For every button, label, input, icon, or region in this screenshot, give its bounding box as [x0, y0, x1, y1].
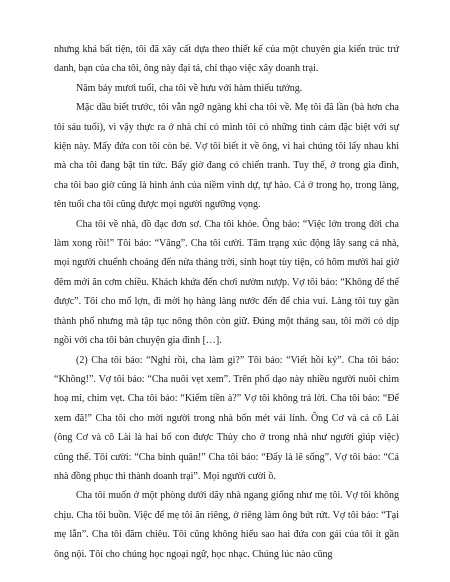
- paragraph-5: (2) Cha tôi bảo: “Nghỉ rồi, cha làm gì?” Tôi bảo: “Viết hồi ký”. Cha tôi bảo: “Không!”. Vợ tôi bảo: “Cha nuôi vẹt xem”. Trên phố dạo này nhiều người nuôi chim hoạ mi, chim vẹt. Cha tôi bảo: “Kiếm tiền à?” Vợ tôi không trả lời. Cha tôi bảo: “Để xem đã!” Cha tôi cho mời người trong nhà bốn mét vải lính. Ông Cơ và cả cô Lài (ông Cơ và cô Lài là hai bố con được Thủy cho ở trong nhà như người giúp việc) cũng thế. Tôi cười: “Cha binh quân!” Cha tôi bảo: “Đấy là lẽ sống”. Vợ tôi bảo: “Cả nhà đồng phục thì thành doanh trại”. Mọi người cười ồ.: [54, 354, 399, 482]
- paragraph-4: Cha tôi về nhà, đồ đạc đơn sơ. Cha tôi khỏe. Ông bảo: “Việc lớn trong đời cha làm xong rồi!” Tôi bảo: “Vâng”. Cha tôi cười. Tâm trạng xúc động lây sang cả nhà, mọi người chuếnh choáng đến nửa tháng trời, sinh hoạt tùy tiện, có hôm mười hai giờ đêm mới ăn cơm chiều. Khách khứa đến chơi nườm nượp. Vợ tôi bảo: “Không để thế được”. Tôi cho mổ lợn, đi mời họ hàng làng nước đến để chia vui. Làng tôi tuy gần thành phố nhưng mà tập tục nông thôn còn giữ. Đúng một tháng sau, tôi mới có dịp ngồi với cha tôi bàn chuyện gia đình […].: [54, 218, 399, 347]
- body-text: [54, 40, 399, 564]
- paragraph-3: Mặc dầu biết trước, tôi vẫn ngỡ ngàng khi cha tôi về. Mẹ tôi đã lần (bà hơn cha tôi sáu tuổi), vì vậy thực ra ở nhà chỉ có mình tôi có những tình cảm đặc biệt với sự kiện này. Mấy đứa con tôi còn bé. Vợ tôi biết ít về ông, vì hai chúng tôi lấy nhau khi mà cha tôi đang bặt tin tức. Bấy giờ đang có chiến tranh. Tuy thế, ở trong gia đình, cha tôi bao giờ cũng là hình ảnh của niềm vinh dự, tự hào. Cả ở trong họ, trong làng, tên tuổi cha tôi cũng được mọi người ngưỡng vọng.: [54, 102, 399, 211]
- paragraph-2: Năm bảy mươi tuổi, cha tôi về hưu với hàm thiếu tướng.: [76, 82, 303, 94]
- paragraph-6: Cha tôi muốn ở một phòng dưới dãy nhà ngang giống như mẹ tôi. Vợ tôi không chịu. Cha tôi buồn. Việc để mẹ tôi ăn riêng, ở riêng làm ông bứt rứt. Vợ tôi bảo: “Tại mẹ lẫn”. Cha tôi đăm chiêu. Tôi cũng không hiểu sao hai đứa con gái của tôi ít gần ông nội. Tôi cho chúng học ngoại ngữ, học nhạc. Chúng lúc nào cũng: [54, 490, 399, 560]
- paragraph-1: nhưng khá bất tiện, tôi đã xây cất dựa theo thiết kế của một chuyên gia kiến trúc trứ danh, bạn của cha tôi, ông này đại tá, chỉ thạo việc xây doanh trại.: [54, 44, 399, 75]
